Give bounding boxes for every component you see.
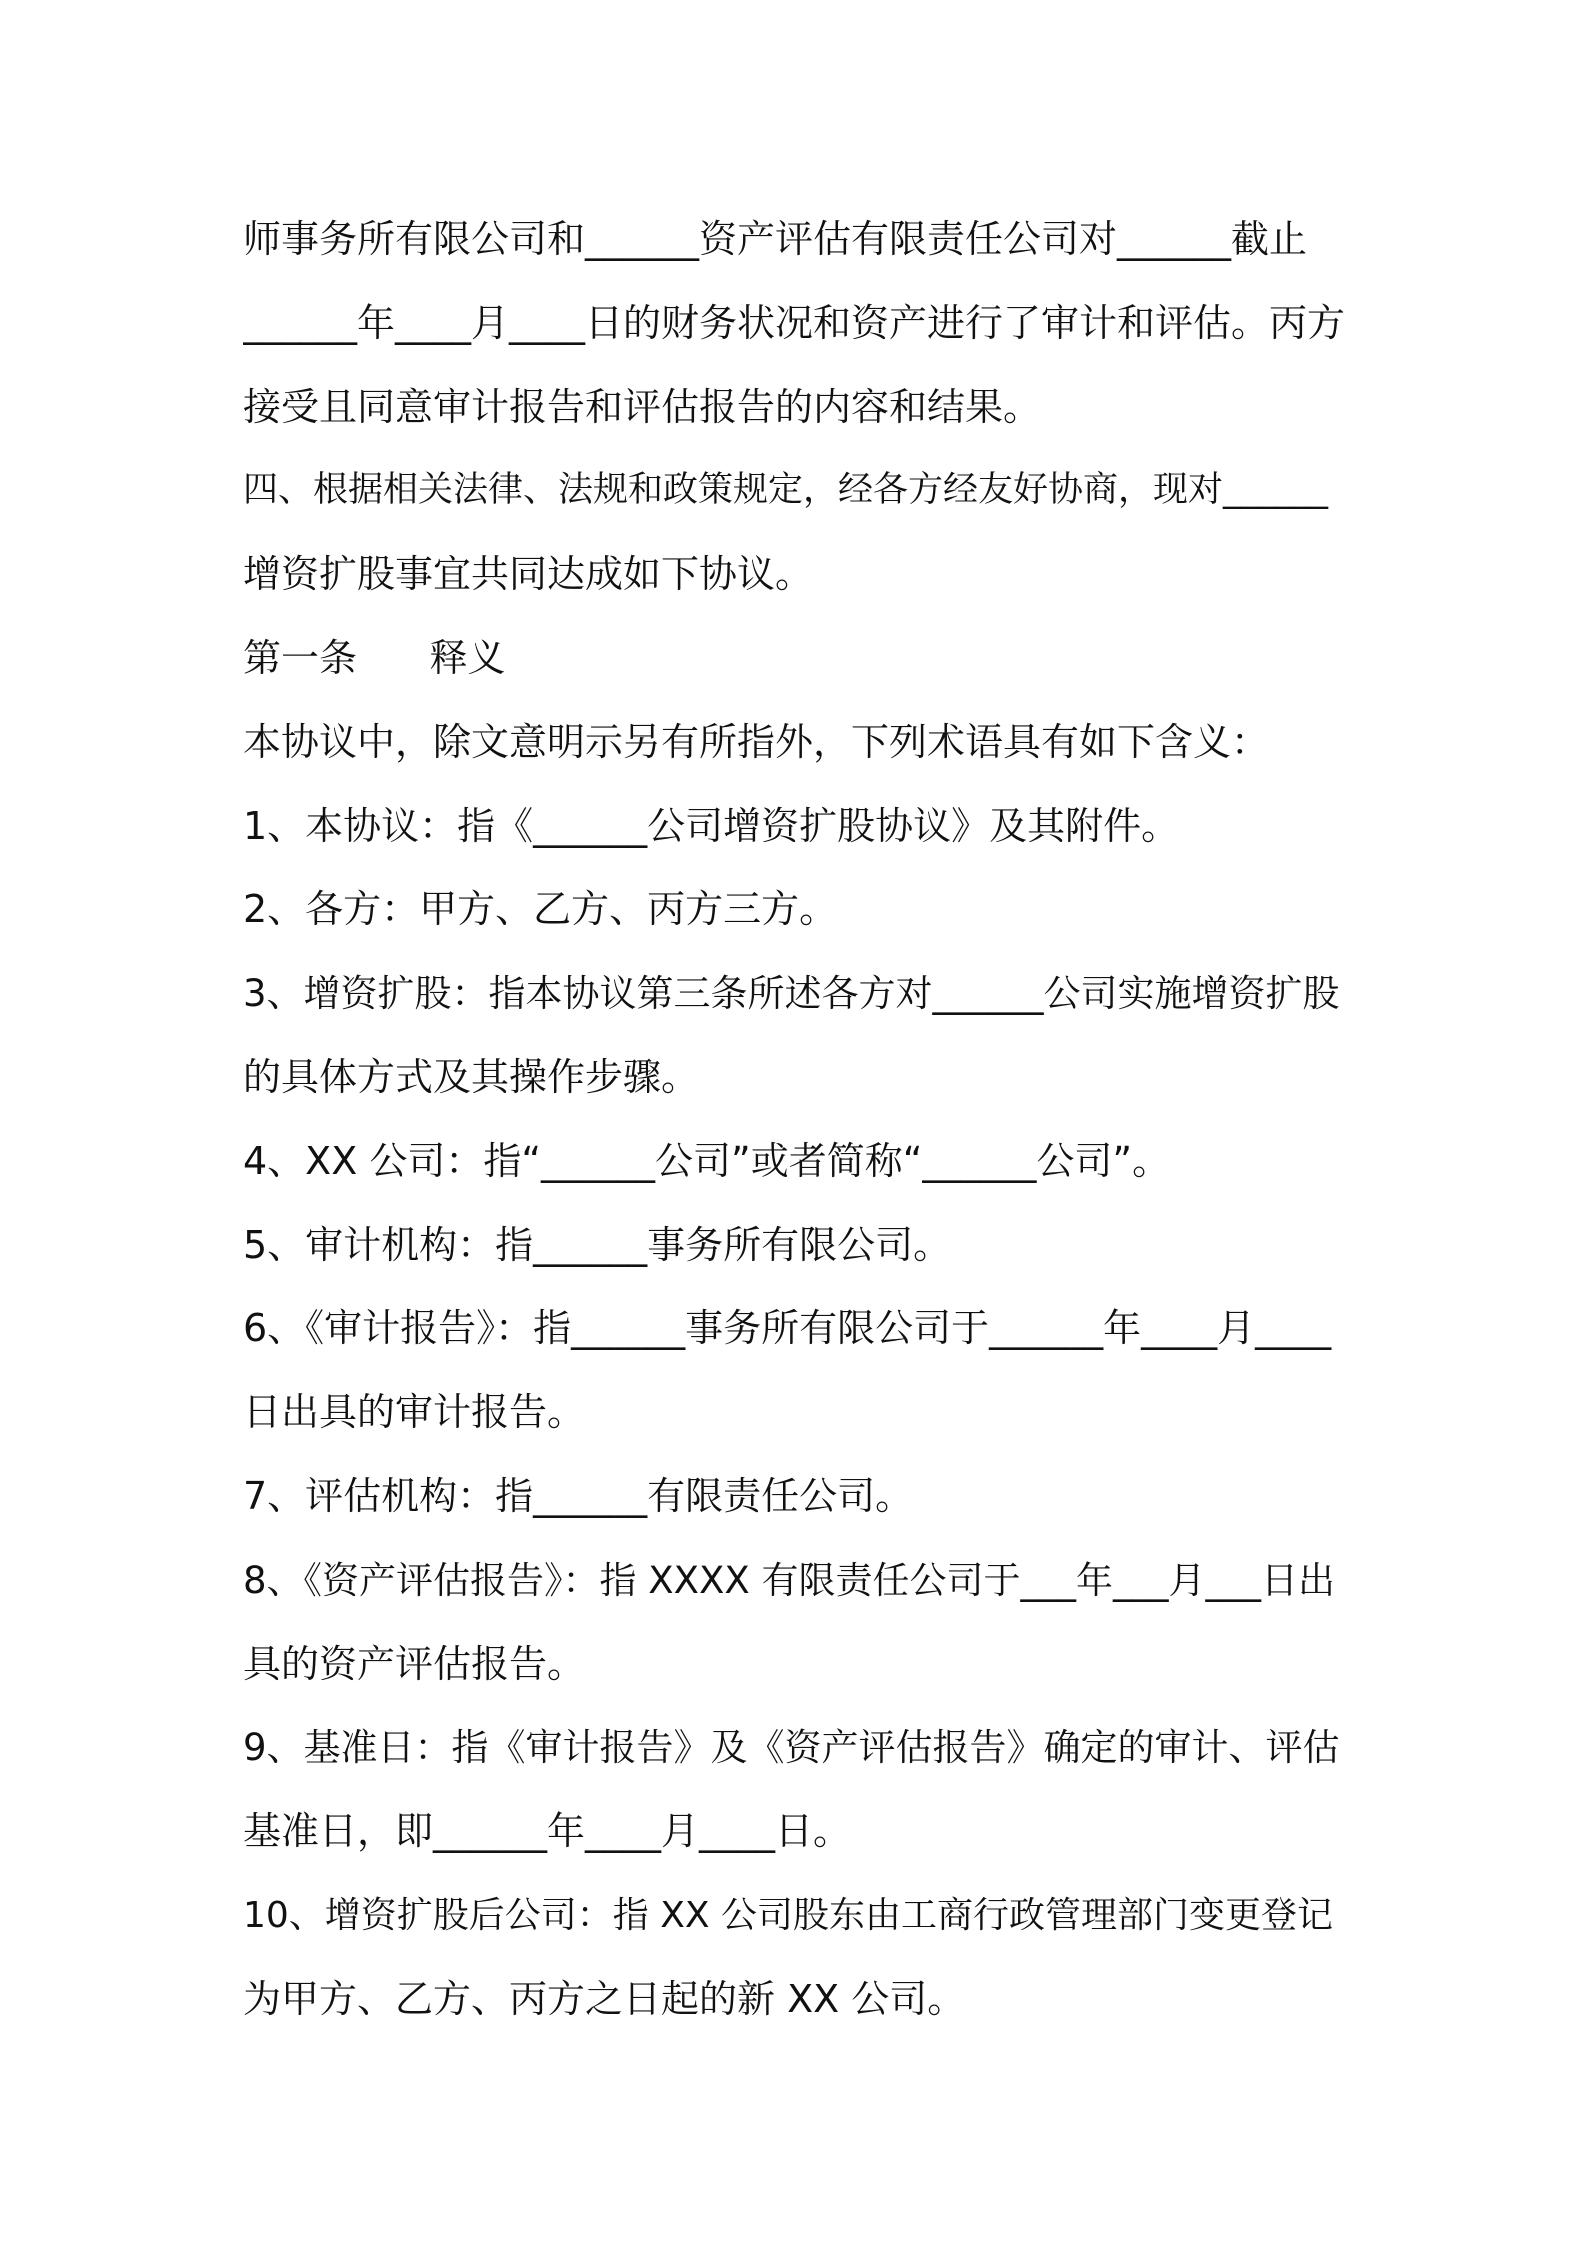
definition-item-7: 7、评估机构：指______有限责任公司。 xyxy=(243,1473,914,1518)
definition-item-5: 5、审计机构：指______事务所有限公司。 xyxy=(243,1222,952,1267)
definition-item-3-cont: 的具体方式及其操作步骤。 xyxy=(243,1054,700,1099)
definition-item-10: 10、增资扩股后公司：指 XX 公司股东由工商行政管理部门变更登记 xyxy=(243,1894,1334,1936)
text-line-4: 四、根据相关法律、法规和政策规定，经各方经友好协商，现对______ xyxy=(243,470,1329,511)
definition-item-6-cont: 日出具的审计报告。 xyxy=(243,1390,586,1435)
definition-item-8: 8、《资产评估报告》：指 XXXX 有限责任公司于___年___月___日出 xyxy=(243,1558,1335,1602)
text-line-7: 本协议中，除文意明示另有所指外，下列术语具有如下含义： xyxy=(243,719,1270,764)
definition-item-8-cont: 具的资产评估报告。 xyxy=(243,1641,586,1686)
definition-item-3: 3、增资扩股：指本协议第三条所述各方对______公司实施增资扩股 xyxy=(243,972,1340,1016)
text-line-3: 接受且同意审计报告和评估报告的内容和结果。 xyxy=(243,384,1042,429)
definition-item-9: 9、基准日：指《审计报告》及《资产评估报告》确定的审计、评估 xyxy=(243,1726,1340,1770)
text-line-5: 增资扩股事宜共同达成如下协议。 xyxy=(243,552,814,597)
definition-item-2: 2、各方：甲方、乙方、丙方三方。 xyxy=(243,887,838,932)
definition-item-9-cont: 基准日，即______年____月____日。 xyxy=(243,1809,852,1854)
definition-item-10-cont: 为甲方、乙方、丙方之日起的新 XX 公司。 xyxy=(243,1976,966,2021)
definition-item-1: 1、本协议：指《______公司增资扩股协议》及其附件。 xyxy=(243,803,1180,848)
definition-item-6: 6、《审计报告》：指______事务所有限公司于______年____月____ xyxy=(243,1306,1332,1351)
text-line-2: ______年____月____日的财务状况和资产进行了审计和评估。丙方 xyxy=(243,300,1346,345)
document-body xyxy=(243,198,1358,2042)
definition-item-4: 4、XX 公司：指“______公司”或者简称“______公司”。 xyxy=(243,1138,1171,1183)
text-line-1: 师事务所有限公司和______资产评估有限责任公司对______截止 xyxy=(243,217,1308,261)
article-heading: 第一条 释义 xyxy=(243,635,506,680)
